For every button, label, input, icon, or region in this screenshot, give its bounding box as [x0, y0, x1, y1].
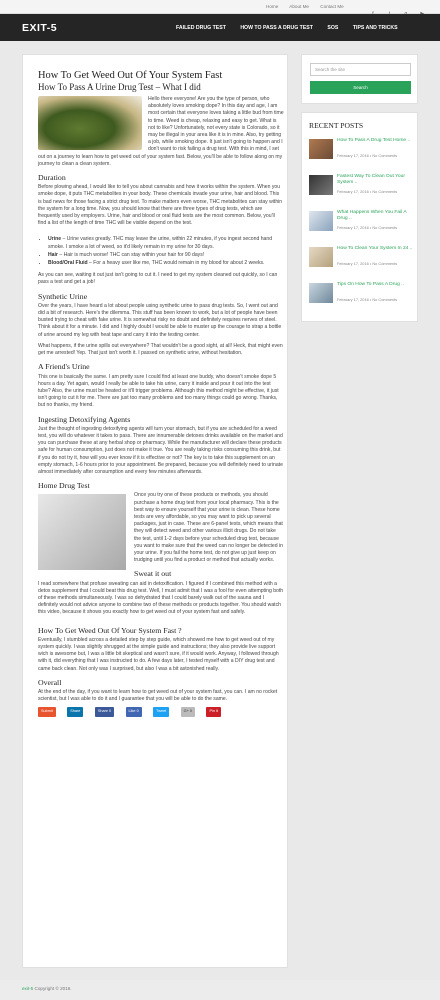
- facebook-share-button[interactable]: Share 0: [95, 707, 114, 716]
- pinit-button[interactable]: Pin It: [206, 707, 221, 716]
- site-logo[interactable]: EXIT-5: [22, 22, 58, 34]
- post-meta: February 17, 2016 • No Comments: [337, 297, 398, 302]
- article-content: [38, 70, 284, 717]
- site-footer: [0, 980, 440, 1000]
- search-widget: [301, 54, 418, 104]
- list-item: • Hair – Hair is much worse! THC can stay within your hair for 90 days!: [48, 252, 284, 259]
- top-link-home[interactable]: Home: [266, 4, 279, 9]
- share-buttons: [38, 707, 284, 717]
- top-link-about[interactable]: About Me: [289, 4, 309, 9]
- drug-test-cup-image: [38, 494, 126, 570]
- main-nav: [0, 14, 440, 41]
- intro-paragraph: Hello there everyone! Are you the type of person, who absolutely loves smoking dope? In this day and age, I am most certain that everyone loves taking a little bud from time to time. Weed is cheap, relaxing and easy to get. What is not to like? Unfortunately, not every state is Colorado, so it may be illegal in your area like it is in mine. Also, try getting a job, while smoking dope. It just isn't going to happen and I don't want to risk failing a drug test. With this in mind, I set out on a journey to learn how to get weed out of your system fast. Below, you'll be able to follow along on my journey to clean a clean system.: [38, 96, 284, 167]
- post-meta: February 17, 2016 • No Comments: [337, 153, 398, 158]
- list-item: [309, 175, 415, 209]
- tweet-button[interactable]: Tweet: [153, 707, 169, 716]
- article-subtitle: How To Pass A Urine Drug Test – What I did: [38, 82, 201, 92]
- heading-friends-urine: A Friend's Urine: [38, 362, 90, 372]
- synthetic-paragraph-1: Over the years, I have heard a lot about people using synthetic urine to pass drug tests. So, I went out and did a bit of research. Here's the dilemma. This stuff has been known to work, but a lot of people have been busted trying to cheat with fake urine. It is somewhat risky no doubt and definitely requires nerves of steel. Think about it for a minute. I did and I highly doubt I would be able to muster up the courage to strap a bottle of urine around my leg with heat tape and carry it into the testing center.: [38, 302, 282, 338]
- article-container: [22, 54, 288, 968]
- search-input[interactable]: Search the site: [310, 63, 411, 76]
- detox-paragraph: Just the thought of ingesting detoxifying agents will turn your stomach, but if you are scheduled for a weed test, you will do whatever it takes to pass. There are innumerable detoxes drinks available on the market and you can purchase these at any herbal shop or pharmacy. While the manufacturer will declare these products safe for human consumption, just does not make it true. You are really taking risks consuming this drink, but if you do not try it, how will you ever know if it is effective or not? The key is to take this supplement on an empty stomach, 1-6 hours prior to your appointment. Be prepared, because you will definitely need to urinate almost immediately after consumption and every few minutes afterwards.: [38, 425, 283, 475]
- heading-detox: Ingesting Detoxifying Agents: [38, 414, 131, 424]
- home-test-paragraph: Once you try one of these products or methods, you should purchase a home drug test from your local pharmacy. This is the best way to ensure yourself that your urine is clean. These home tests are very affordable, so you may want to pick up several packages, just in case. These are 6-panel tests, which means that they will detect weed and other various illicit drugs. Do not take the test, until 1-2 days before your scheduled drug test, because you want to make sure that the weed can no longer be detected in your urine. If you fail the home test, do not give up just keep on trudging until you find a product or method that actually works.: [38, 492, 284, 564]
- nav-item-sos[interactable]: SOS: [327, 25, 339, 31]
- top-link-contact[interactable]: Contact Me: [320, 4, 344, 9]
- nav-item-failed-drug-test[interactable]: FAILED DRUG TEST: [176, 25, 226, 31]
- list-item: • Blood/Oral Fluid – For a heavy user like me, THC would remain in my blood for about 2 weeks.: [48, 260, 284, 267]
- nav-item-how-to-pass[interactable]: HOW TO PASS A DRUG TEST: [240, 25, 313, 31]
- top-links: [266, 4, 354, 9]
- post-link[interactable]: How To Clean Your System In 24 ..: [337, 246, 413, 251]
- heading-home-drug-test: Home Drug Test: [38, 481, 90, 491]
- post-link[interactable]: Tips On How To Pass A Drug ..: [337, 282, 404, 287]
- heading-duration: Duration: [38, 173, 66, 183]
- post-link[interactable]: Fastest Way To Clean Out Your System ..: [337, 174, 405, 185]
- list-item: [309, 283, 415, 317]
- how-to-paragraph: Eventually, I stumbled across a detailed step by step guide, which showed me how to get weed out of my system quickly. I was slightly shrugged at the simple guide and instructions; they also provide live support wich is awesome but, I was a little bit skeptical and wasn't sure, if it would work. Anyway, I followed through with it, did everything that I was instructed to do. A few days later, I tested myself with a DIY drug test and came back clean. Not only was I surprised, but also I was a bit astonished really.: [38, 636, 279, 672]
- heading-overall: Overall: [38, 677, 62, 687]
- heading-sweat: Sweat it out: [134, 569, 172, 579]
- top-bar: [0, 0, 440, 14]
- search-button[interactable]: Search: [310, 81, 411, 94]
- post-link[interactable]: What Happens When You Fail A Drug ..: [337, 210, 407, 221]
- friend-paragraph: This one is basically the same. I am pretty sure I could find at least one buddy, who doesn't smoke dope 5 hours a day. Yet again, would I really be able to take his urine, carry it inside and pour it out into the test tube? Also, the urine must be heated or it'll trigger problems. Although this method might be effective, it just isn't going to cut it for me. There are just too many problems and too many things could go wrong. Thanks, but no thanks, my friend.: [38, 373, 279, 409]
- cannabis-image: [38, 96, 142, 150]
- googleplus-button[interactable]: G+ 0: [181, 707, 195, 716]
- post-thumbnail[interactable]: [309, 139, 333, 159]
- stumble-submit-button[interactable]: Submit: [38, 707, 56, 716]
- post-meta: February 17, 2016 • No Comments: [337, 261, 398, 266]
- overall-paragraph: At the end of the day, if you want to learn how to get weed out of your system fast, you can. I am no rocket scientist, but I was able to do it and I guarantee that you will be able to do the same.: [38, 689, 278, 703]
- facebook-like-button[interactable]: Like 0: [126, 707, 142, 716]
- duration-paragraph: Before plowing ahead, I would like to tell you about cannabis and how it works within the system. When you smoke dope, it puts THC metabolites in your body. These chemicals invade your urine, hair and blood. This is bad news for those facing a strict drug test. To make matters even worse, THC metabolites can stay within the system for a long time. Now, you should know that there are three types of drug tests, which are frequently used by employers. Urine, hair and blood or oral fluid tests are the most common. Below, you'll find a list of the length of time THC will be visible depend on the test.: [38, 184, 283, 227]
- post-thumbnail[interactable]: [309, 247, 333, 267]
- heading-synthetic-urine: Synthetic Urine: [38, 291, 88, 301]
- list-item: [309, 139, 415, 173]
- nav-item-tips[interactable]: TIPS AND TRICKS: [352, 25, 398, 31]
- sweat-paragraph: I read somewhere that profuse sweating can aid in detoxification. I figured if I combined this method with a detox supplement that I could beat this drug test. Well, I must admit that I was a fool for even attempting both of these methods simultaneously. I was so dehydrated that I could barely walk out of the sauna and I definitely would not advice anyone to combine two of these methods or products together. You should watch this video, because it shows you exactly how to get weed out of your system fast and safely.: [38, 580, 284, 616]
- list-item: [309, 247, 415, 281]
- footer-site-link[interactable]: exit-5: [22, 986, 34, 991]
- linkedin-share-button[interactable]: Share: [67, 707, 83, 716]
- nav-menu: [176, 25, 411, 31]
- synthetic-paragraph-2: What happens, if the urine spills out everywhere? That wouldn't be a good sight, at all! Heck, that might even get me arrested! Yep. That just isn't worth it. I passed on synthetic urine, without hesitation.: [38, 342, 283, 357]
- post-thumbnail[interactable]: [309, 211, 333, 231]
- post-link[interactable]: How To Pass A Drug Test Home ..: [337, 138, 411, 143]
- list-item: [309, 211, 415, 245]
- after-list-paragraph: As you can see, waiting it out just isn't going to cut it. I need to get my system cleaned out quickly, so I can pass a test and get a job!: [38, 272, 278, 286]
- recent-posts-title: RECENT POSTS: [309, 121, 364, 130]
- article-title: How To Get Weed Out Of Your System Fast: [38, 70, 223, 81]
- list-item: • Urine – Urine varies greatly. THC may leave the urine, within 22 minutes, if you ingest second hand smoke. I smoke a lot of weed, so it'd likely remain in my urine for 30 days.: [48, 236, 284, 250]
- test-duration-list: [48, 236, 284, 267]
- post-thumbnail[interactable]: [309, 283, 333, 303]
- post-meta: February 17, 2016 • No Comments: [337, 225, 398, 230]
- post-thumbnail[interactable]: [309, 175, 333, 195]
- recent-posts-widget: [301, 112, 418, 322]
- post-meta: February 17, 2016 • No Comments: [337, 189, 398, 194]
- copyright: exit-5 Copyright © 2016.: [22, 986, 72, 991]
- heading-how-to: How To Get Weed Out Of Your System Fast ?: [38, 625, 182, 635]
